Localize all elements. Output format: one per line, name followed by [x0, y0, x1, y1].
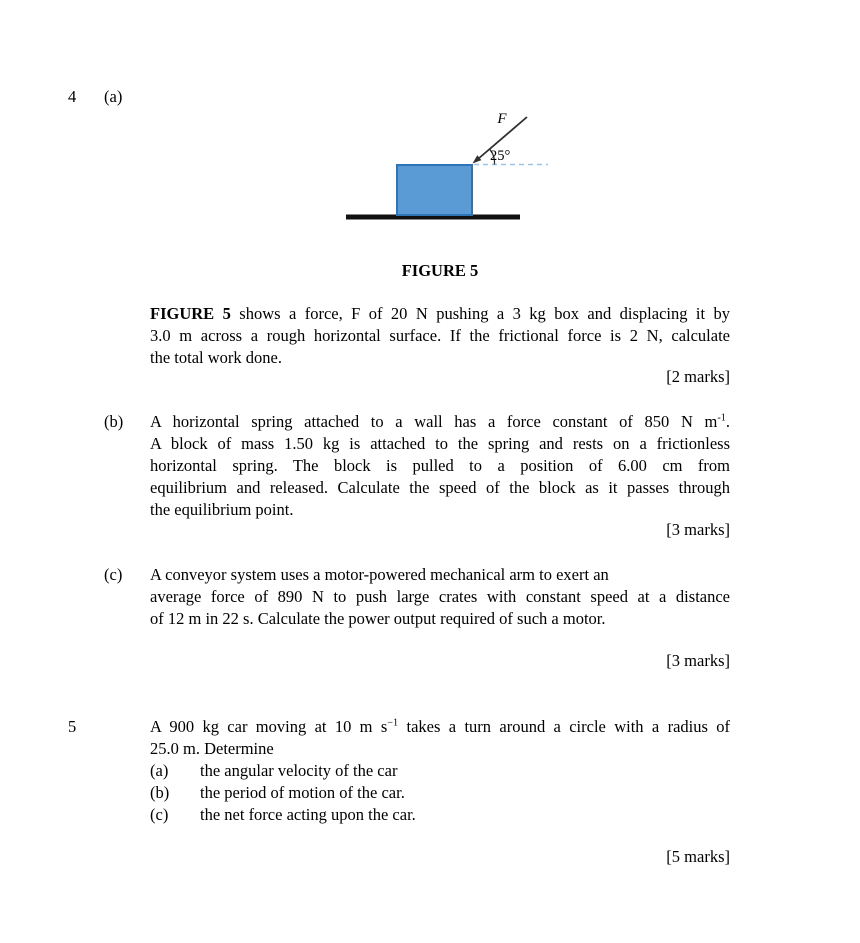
question-5-number: 5	[68, 717, 77, 736]
question-5c-text: the net force acting upon the car.	[200, 805, 416, 824]
question-5a-item	[150, 760, 730, 782]
question-5c-label: (c)	[150, 805, 169, 824]
angle-label: 25°	[490, 148, 511, 164]
question-4c-text: A conveyor system uses a motor-powered mechanical arm to exert an average force of 890 N to push large crates with constant speed at a distance of 12 m in 22 s. Calculate the power output required of such a motor.	[150, 565, 730, 628]
force-label: F	[497, 111, 507, 127]
figure-5-caption: FIGURE 5	[401, 261, 479, 280]
block	[397, 165, 472, 215]
question-5b-label: (b)	[150, 783, 170, 802]
question-5a-label: (a)	[150, 761, 169, 780]
question-5a-text: the angular velocity of the car	[200, 761, 398, 780]
question-4c-label: (c)	[104, 565, 123, 584]
question-5c-item	[150, 804, 730, 826]
question-4-number: 4	[68, 87, 77, 106]
question-4b-label: (b)	[104, 412, 124, 431]
question-5-marks: [5 marks]	[666, 847, 730, 866]
figure-5-diagram	[340, 103, 555, 228]
question-4a-text: FIGURE 5 shows a force, F of 20 N pushing a 3 kg box and displacing it by 3.0 m across a rough horizontal surface. If the frictional force is 2 N, calculate the total work done.	[150, 304, 730, 367]
question-4b-text: A horizontal spring attached to a wall has a force constant of 850 N $m^{-1}$. A block of mass 1.50 kg is attached to the spring and rests on a frictionless horizontal spring. The block is pulled to a position of 6.00 cm from equilibrium and released. Calculate the speed of the block as it passes through the equilibrium point.	[150, 412, 730, 519]
question-5b-text: the period of motion of the car.	[200, 783, 405, 802]
question-4a-label: (a)	[104, 87, 123, 106]
question-4b-marks: [3 marks]	[666, 520, 730, 539]
question-4c-marks: [3 marks]	[666, 651, 730, 670]
question-4a-marks: [2 marks]	[666, 367, 730, 386]
question-5b-item	[150, 782, 730, 804]
question-5-text: A 900 kg car moving at 10 m $s^{-1}$ takes a turn around a circle with a radius of 25.0 m. Determine	[150, 717, 730, 758]
question-5-subitems	[150, 760, 730, 826]
